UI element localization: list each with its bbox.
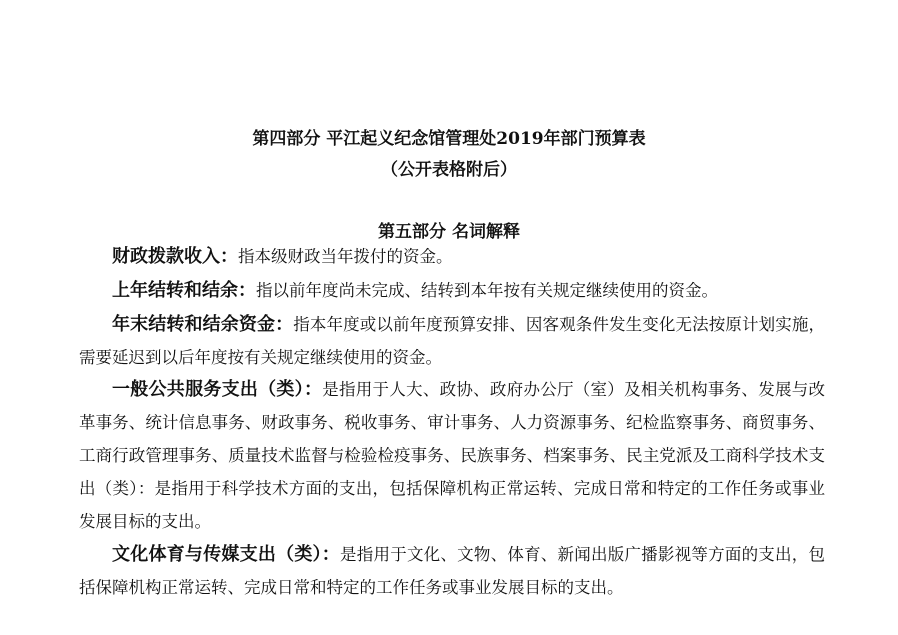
definition-paragraph — [79, 373, 825, 538]
term-definition: 是指用于人大、政协、政府办公厅（室）及相关机构事务、发展与改革事务、统计信息事务、财政事务、税收事务、审计事务、人力资源事务、纪检监察事务、商贸事务、工商行政管理事务、质量技术监督与检验检疫事务、民族事务、档案事务、民主党派及工商科学技术支出（类）：是指用于科学技术方面的支出，包括保障机构正常运转、完成日常和特定的工作任务或事业发展目标的支出。 — [79, 380, 825, 531]
term-label: 文化体育与传媒支出（类）： — [112, 544, 341, 565]
term-label: 财政拨款收入： — [112, 246, 238, 267]
definition-paragraph — [79, 240, 825, 273]
term-label: 一般公共服务支出（类）： — [112, 379, 323, 400]
term-label: 上年结转和结余： — [112, 280, 256, 301]
term-definition: 指以前年度尚未完成、结转到本年按有关规定继续使用的资金。 — [256, 281, 718, 300]
definition-paragraph — [79, 308, 825, 374]
term-label: 年末结转和结余资金： — [112, 314, 294, 335]
term-definition: 是指用于文化、文物、体育、新闻出版广播影视等方面的支出，包括保障机构正常运转、完成日常和特定的工作任务或事业发展目标的支出。 — [79, 545, 826, 597]
term-definition: 指本级财政当年拨付的资金。 — [238, 247, 453, 266]
term-definition: 指本年度或以前年度预算安排、因客观条件发生变化无法按原计划实施，需要延迟到以后年度按有关规定继续使用的资金。 — [79, 315, 825, 367]
definition-paragraph — [79, 538, 825, 604]
budget-table-title: 第四部分 平江起义纪念馆管理处2019年部门预算表 — [252, 129, 646, 149]
section-heading: 第五部分 名词解释 — [378, 222, 520, 242]
definition-paragraph — [79, 274, 825, 307]
budget-table-subtitle: （公开表格附后） — [381, 160, 517, 180]
